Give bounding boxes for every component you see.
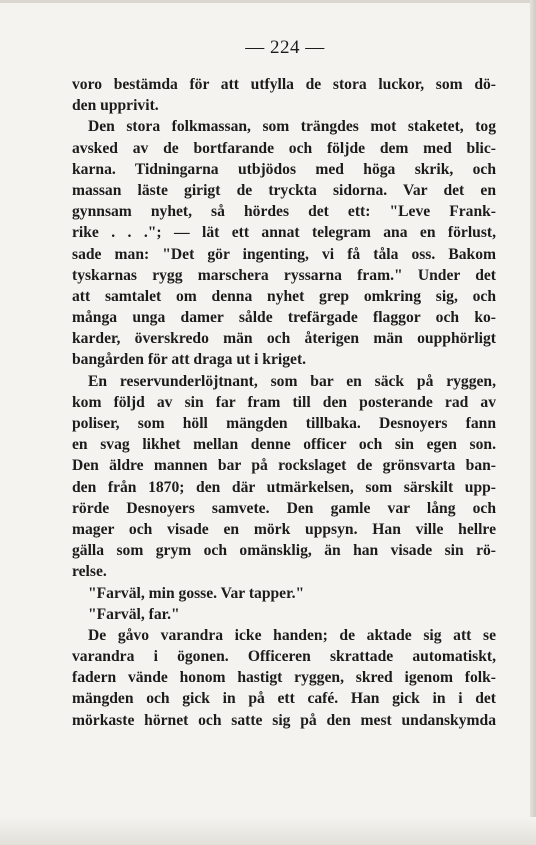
text-line: relse. bbox=[72, 563, 107, 581]
text-line: mörkaste hörnet och satte sig på den mest undanskymda bbox=[72, 711, 496, 729]
text-line: varandra i ögonen. Officeren skrattade automatiskt, bbox=[72, 648, 496, 666]
text-line: många unga damer sålde trefärgade flaggor och ko- bbox=[72, 309, 496, 327]
page-bottom-edge bbox=[0, 817, 536, 845]
text-line: den upprivit. bbox=[72, 97, 159, 115]
text-line: sade man: "Det gör ingenting, vi få tåla oss. Bakom bbox=[72, 245, 496, 263]
text-line: rörde Desnoyers samvete. Den gamle var lång och bbox=[72, 499, 496, 517]
body-text bbox=[72, 74, 496, 731]
text-line: De gåvo varandra icke handen; de aktade sig att se bbox=[88, 626, 496, 644]
page-number: — 224 — bbox=[245, 37, 325, 58]
text-line: att samtalet om denna nyhet grep omkring sig, och bbox=[72, 287, 496, 305]
text-line: gynnsam nyhet, så hördes det ett: "Leve Frank- bbox=[72, 203, 496, 221]
text-line: massan läste girigt de tryckta sidorna. Var det en bbox=[72, 181, 496, 199]
page-right-edge bbox=[530, 0, 536, 845]
text-line: "Farväl, min gosse. Var tapper." bbox=[88, 584, 305, 602]
text-line: poliser, som höll mängden tillbaka. Desnoyers fann bbox=[72, 415, 496, 432]
text-line: gälla som grym och omänsklig, än han visade sin rö- bbox=[72, 542, 496, 560]
text-line: en svag likhet mellan denne officer och sin egen son. bbox=[72, 436, 496, 454]
page-top-edge bbox=[0, 0, 536, 3]
text-line: karna. Tidningarna utbjödos med höga skrik, och bbox=[72, 160, 496, 178]
text-line: Den äldre mannen bar på rockslaget de grönsvarta ban- bbox=[72, 457, 496, 475]
text-line: bangården för att draga ut i kriget. bbox=[72, 351, 307, 369]
text-line: karder, överskredo män och återigen män oupphörligt bbox=[72, 330, 496, 348]
text-line: avsked av de bortfarande och följde dem med blic- bbox=[72, 139, 496, 157]
text-line: En reservunderlöjtnant, som bar en säck på ryggen, bbox=[88, 372, 496, 390]
text-line: kom följd av sin far fram till den posterande rad av bbox=[72, 393, 496, 411]
text-line: den från 1870; den där utmärkelsen, som särskilt upp- bbox=[72, 478, 496, 496]
text-line: voro bestämda för att utfylla de stora luckor, som dö- bbox=[72, 76, 496, 93]
text-line: fadern vände honom hastigt ryggen, skred igenom folk- bbox=[72, 669, 496, 687]
text-line: mager och visade en mörk uppsyn. Han ville hellre bbox=[72, 520, 496, 538]
text-line: tyskarnas rygg marschera ryssarna fram." Under det bbox=[72, 266, 496, 284]
text-line: mängden och gick in på ett café. Han gick in i det bbox=[72, 690, 496, 708]
text-line: rike . . ."; — lät ett annat telegram ana en förlust, bbox=[72, 224, 496, 242]
text-line: Den stora folkmassan, som trängdes mot staketet, tog bbox=[88, 118, 496, 136]
text-line: "Farväl, far." bbox=[88, 605, 180, 623]
